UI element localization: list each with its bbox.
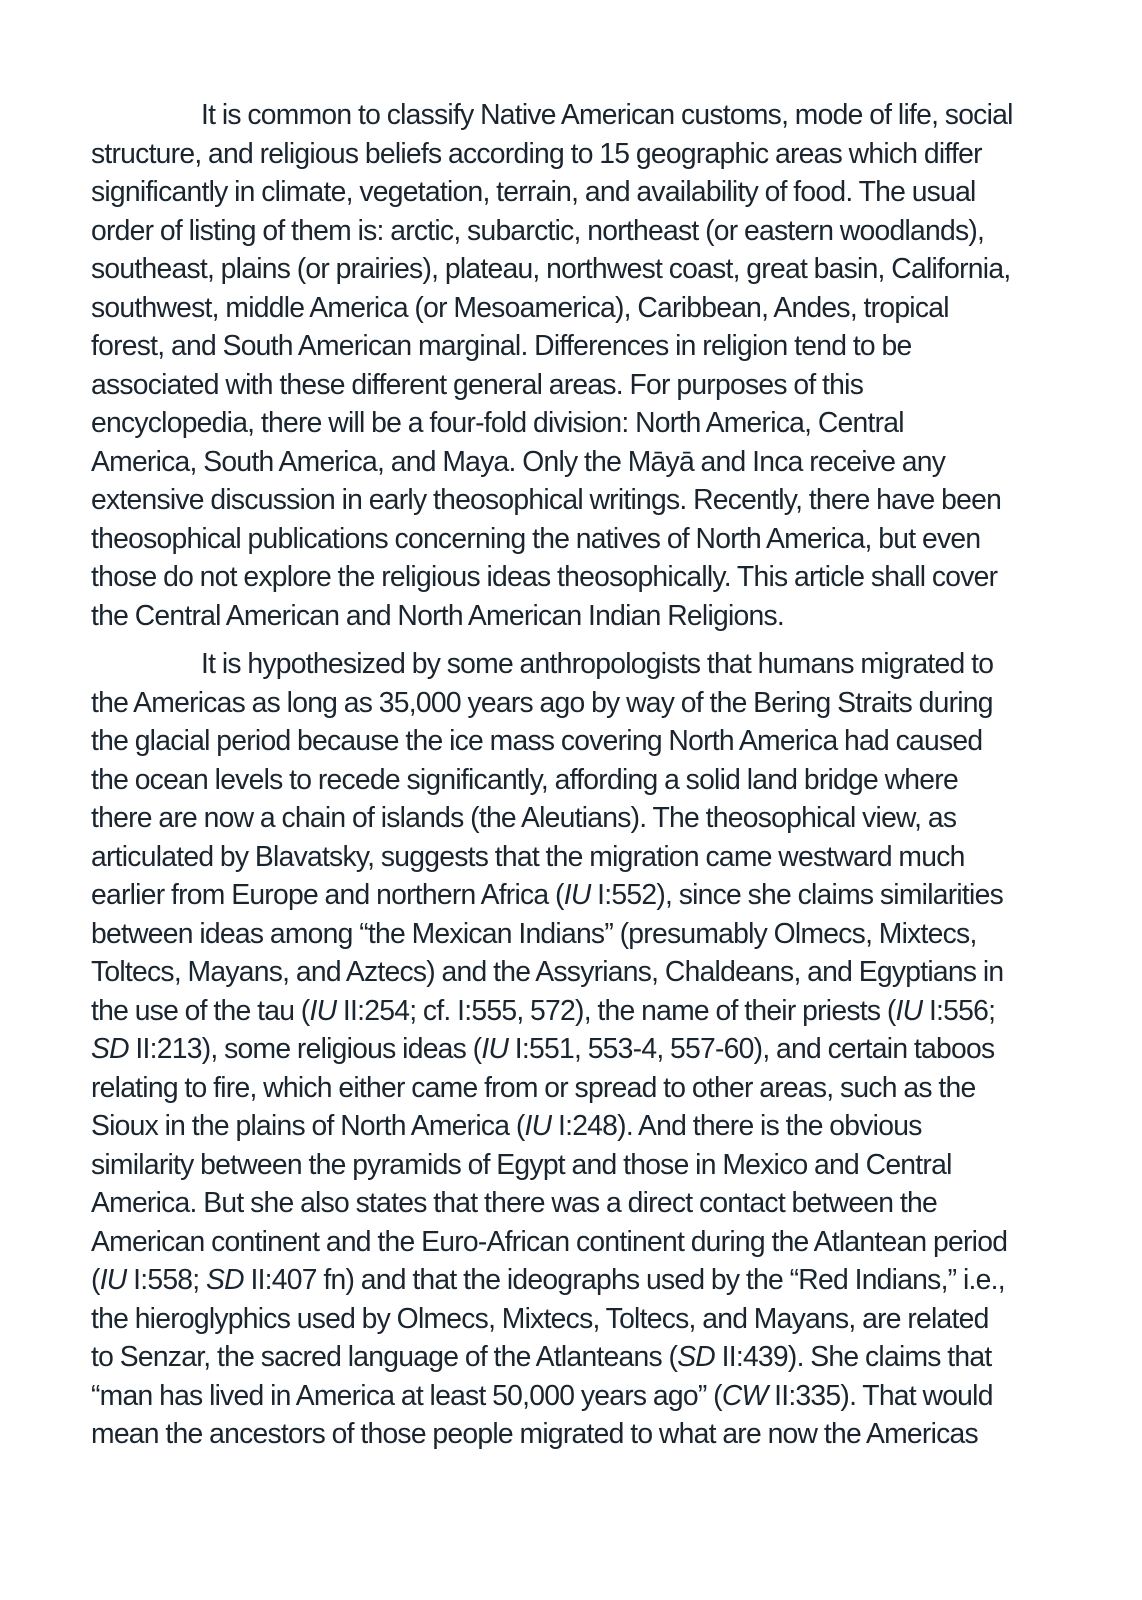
text-line [91, 991, 1051, 1030]
text-line: relating to fire, which either came from or spread to other areas, such as the [91, 1070, 976, 1103]
text-line [91, 1029, 1051, 1068]
text-line: extensive discussion in early theosophical writings. Recently, there have been [91, 483, 1002, 515]
text-run: II:254; cf. I:555, 572), the name of their priests ( [336, 993, 896, 1026]
text-line: American continent and the Euro-African continent during the Atlantean period [91, 1224, 1008, 1257]
text-line [91, 1106, 1051, 1145]
text-line: forest, and South American marginal. Differences in religion tend to be [91, 329, 912, 361]
text-run: Sioux in the plains of North America ( [91, 1109, 525, 1141]
text-run: “man has lived in America at least 50,000 years ago” ( [91, 1378, 722, 1411]
text-line: those do not explore the religious ideas theosophically. This article shall cover [91, 560, 998, 592]
citation-abbreviation: IU [563, 878, 591, 910]
text-line: the ocean levels to recede significantly, affording a solid land bridge where [91, 762, 958, 795]
text-line: the Americas as long as 35,000 years ago by way of the Bering Straits during [91, 685, 993, 718]
text-line: America. But she also states that there was a direct contact between the [91, 1186, 937, 1218]
text-run: earlier from Europe and northern Africa ( [91, 878, 564, 910]
text-line: the Central American and North American Indian Religions. [91, 598, 785, 631]
text-run: II:439). She claims that [715, 1340, 992, 1372]
text-run: I:248). And there is the obvious [551, 1109, 922, 1141]
text-run: the use of the tau ( [91, 993, 310, 1026]
citation-abbreviation: SD [677, 1340, 715, 1372]
text-line: America, South America, and Maya. Only the Māyā and Inca receive any [91, 444, 946, 477]
text-line: southeast, plains (or prairies), plateau, northwest coast, great basin, California, [91, 252, 1011, 284]
text-run: ( [91, 1263, 100, 1295]
text-line: It is hypothesized by some anthropologists that humans migrated to [201, 647, 994, 679]
text-run: I:558; [126, 1263, 207, 1295]
text-line: similarity between the pyramids of Egypt and those in Mexico and Central [91, 1147, 952, 1180]
paragraph-migration-theories [91, 644, 1051, 1453]
text-run: I:552), since she claims similarities [590, 878, 1003, 910]
text-line: encyclopedia, there will be a four-fold division: North America, Central [91, 406, 904, 438]
text-line: mean the ancestors of those people migrated to what are now the Americas [91, 1417, 978, 1449]
text-run: I:556; [922, 993, 996, 1026]
citation-abbreviation: SD [206, 1263, 244, 1295]
text-line: structure, and religious beliefs according to 15 geographic areas which differ [91, 136, 982, 169]
citation-abbreviation: IU [895, 993, 923, 1026]
text-line: the glacial period because the ice mass covering North America had caused [91, 724, 983, 756]
text-line: associated with these different general areas. For purposes of this [91, 367, 864, 400]
citation-abbreviation: CW [721, 1378, 768, 1411]
text-line: articulated by Blavatsky, suggests that the migration came westward much [91, 839, 965, 872]
citation-abbreviation: IU [309, 993, 337, 1026]
text-line: order of listing of them is: arctic, subarctic, northeast (or eastern woodlands), [91, 213, 985, 246]
text-line: theosophical publications concerning the natives of North America, but even [91, 521, 981, 554]
paragraph-native-american-areas [91, 95, 1051, 634]
text-run: II:213), some religious ideas ( [128, 1032, 482, 1064]
text-run: I:551, 553-4, 557-60), and certain taboos [508, 1032, 995, 1064]
text-run: II:335). That would [767, 1378, 993, 1411]
text-line [91, 1337, 1051, 1376]
document-page [91, 95, 1051, 1453]
text-line [91, 1260, 1051, 1299]
text-line: there are now a chain of islands (the Aleutians). The theosophical view, as [91, 801, 957, 833]
text-line: the hieroglyphics used by Olmecs, Mixtecs, Toltecs, and Mayans, are related [91, 1301, 989, 1334]
text-line [91, 1376, 1051, 1415]
text-line: southwest, middle America (or Mesoamerica), Caribbean, Andes, tropical [91, 290, 949, 323]
citation-abbreviation: IU [99, 1263, 127, 1295]
text-run: to Senzar, the sacred language of the Atlanteans ( [91, 1340, 678, 1372]
text-run: II:407 fn) and that the ideographs used by the “Red Indians,” i.e., [243, 1263, 1005, 1295]
text-line: It is common to classify Native American customs, mode of life, social [201, 98, 1013, 130]
text-line: between ideas among “the Mexican Indians” (presumably Olmecs, Mixtecs, [91, 916, 977, 949]
citation-abbreviation: IU [524, 1109, 552, 1141]
text-line: significantly in climate, vegetation, terrain, and availability of food. The usual [91, 175, 976, 207]
citation-abbreviation: SD [91, 1032, 129, 1064]
citation-abbreviation: IU [481, 1032, 509, 1064]
text-line [91, 875, 1051, 914]
text-line: Toltecs, Mayans, and Aztecs) and the Assyrians, Chaldeans, and Egyptians in [91, 955, 1004, 987]
